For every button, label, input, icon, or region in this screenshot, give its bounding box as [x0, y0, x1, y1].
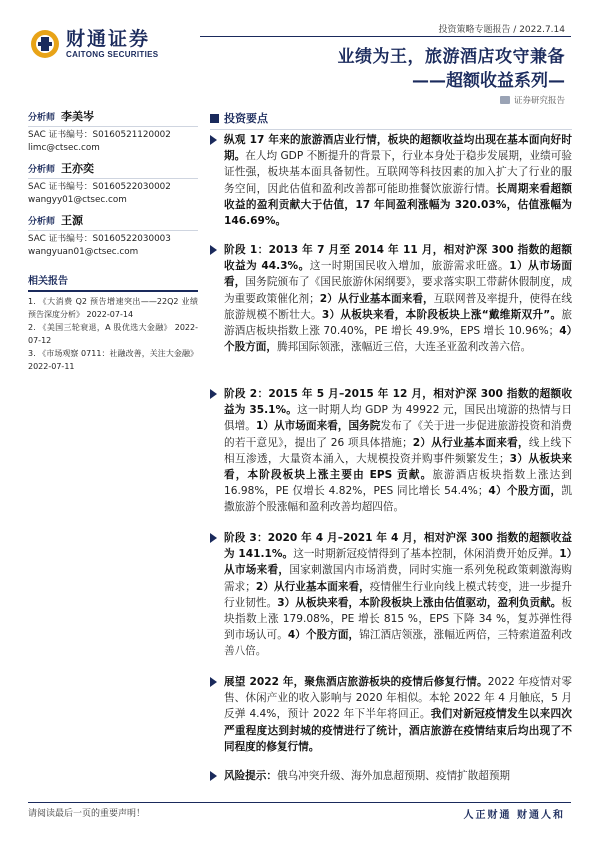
key-point-text: 纵观 17 年来的旅游酒店业行情，板块的超额收益均出现在基本面向好时期。在人均 GDP 不断提升的背景下，行业本身处于稳步发展期，业绩可验证性强，板块基本面具备韧性。互联网等科技因素的加入扩大了行业的服务空间，因此估值和盈利改善都可能助推餐饮旅游行情。长周期来看超额收益的盈利贡献大于估值，17 年间盈利涨幅为 320.03%，估值涨幅为 146.69%。 — [224, 134, 573, 228]
footer-divider — [28, 802, 571, 803]
report-meta: 投资策略专题报告 / 2022.7.14 — [438, 25, 565, 35]
caitong-logo-icon — [30, 29, 60, 59]
header-divider — [200, 36, 571, 37]
key-point-text: 阶段 1：2013 年 7 月至 2014 年 11 月，相对沪深 300 指数的超额收益为 44.3%。这一时期国民收入增加，旅游需求旺盛。1）从市场面看，国务院颁布了《国民旅游休闲纲要》，要求落实职工带薪休假制度，成为重要政策催化剂；2）从行业基本面来看，互联网普及率提升，使得在线旅游规模不断壮大。3）从板块来看，本阶段板块上涨“戴维斯双升”。旅游酒店板块指数上涨 70.40%，PE 增长 49.9%，EPS 增长 10.96%；4）个股方面，腾邦国际领涨，涨幅近三倍，大连圣亚盈利改善六倍。 — [224, 244, 573, 354]
related-report-item[interactable]: 2. 《美国三轮衰退，A 股优选大金融》 2022-07-12 — [28, 323, 198, 345]
analyst-cert: SAC 证书编号：S0160521120002 — [28, 130, 171, 140]
tag-icon — [500, 96, 510, 104]
related-report-item[interactable]: 3. 《市场观察 0711：社融改善，关注大金融》 2022-07-11 — [28, 349, 198, 371]
triangle-bullet-icon — [210, 135, 217, 145]
section-title: 投资要点 — [224, 112, 268, 125]
key-point-text: 阶段 3：2020 年 4 月–2021 年 4 月，相对沪深 300 指数的超额收益为 141.1%。这一时期新冠疫情得到了基本控制，休闲消费开始反弹。1）从市场来看，国家刺激国内市场消费，同时实施一系列免税政策刺激海购需求；2）从行业基本面来看，疫情催生行业向线上模式转变，进一步提升行业韧性。3）从板块来看，本阶段板块上涨由估值驱动，盈利负贡献。板块指数上涨 179.08%，PE 增长 815 %，EPS 下降 34 %，复苏弹性得到市场认可。4）个股方面，锦江酒店领涨，涨幅近两倍，三特索道盈利改善八倍。 — [224, 532, 573, 658]
logo-cn-text: 财通证券 — [66, 28, 151, 50]
key-point-text: 阶段 2：2015 年 5 月–2015 年 12 月，相对沪深 300 指数的超额收益为 35.1%。这一时期人均 GDP 为 49922 元，国民出境游的热情与日俱增。1）从市场面来看，国务院发布了《关于进一步促进旅游投资和消费的若干意见》，提出了 26 项具体措施；2）从行业基本面来看，线上线下相互渗透，大量资本涌入，大规模投资并购事件频繁发生；3）从板块来看，本阶段板块上涨主要由 EPS 贡献。旅游酒店板块指数上涨达到 16.98%，PE 仅增长 4.82%，PES 同比增长 54.4%；4）个股方面，凯撒旅游个股涨幅和盈利改善均超四倍。 — [224, 388, 573, 514]
report-tag-text: 证券研究报告 — [513, 96, 565, 106]
analyst-card — [28, 162, 198, 207]
triangle-bullet-icon — [210, 771, 217, 781]
report-title: 业绩为王，旅游酒店攻守兼备 — [337, 47, 565, 67]
analyst-role: 分析师 — [28, 113, 56, 123]
key-point — [210, 768, 572, 784]
analyst-name: 王源 — [61, 214, 84, 227]
triangle-bullet-icon — [210, 677, 217, 687]
disclaimer-note: 请阅读最后一页的重要声明！ — [28, 809, 146, 819]
section-square-icon — [210, 114, 219, 123]
analyst-card — [28, 214, 198, 259]
related-reports — [28, 272, 198, 374]
analyst-role: 分析师 — [28, 165, 56, 175]
analyst-name: 李美岑 — [61, 110, 95, 123]
key-point — [210, 674, 572, 755]
key-point — [210, 386, 572, 516]
analyst-name: 王亦奕 — [61, 162, 95, 175]
analyst-email[interactable]: wangyuan01@ctsec.com — [28, 247, 139, 257]
logo-en-text: CAITONG SECURITIES — [66, 50, 159, 59]
analyst-cert: SAC 证书编号：S0160522030003 — [28, 234, 171, 244]
company-logo — [30, 26, 190, 62]
related-report-item[interactable]: 1. 《大消费 Q2 预告增速突出——22Q2 业绩预告深度分析》 2022-07-14 — [28, 297, 198, 319]
analyst-email[interactable]: wangyy01@ctsec.com — [28, 195, 127, 205]
triangle-bullet-icon — [210, 389, 217, 399]
key-point — [210, 242, 572, 355]
triangle-bullet-icon — [210, 245, 217, 255]
related-reports-title: 相关报告 — [28, 272, 198, 292]
analyst-email[interactable]: limc@ctsec.com — [28, 143, 100, 153]
section-heading — [210, 110, 572, 130]
footer-slogan: 人正财通 财通人和 — [463, 810, 565, 821]
triangle-bullet-icon — [210, 533, 217, 543]
report-tag — [500, 94, 565, 106]
key-point — [210, 132, 572, 229]
report-subtitle: ——超额收益系列— — [412, 71, 565, 91]
analyst-card — [28, 110, 198, 155]
key-point — [210, 530, 572, 660]
analyst-role: 分析师 — [28, 217, 56, 227]
key-point-text: 展望 2022 年，聚焦酒店旅游板块的疫情后修复行情。2022 年疫情对零售、休闲产业的收入影响与 2020 年相似。本轮 2022 年 4 月触底，5 月反弹 4.4%，预计 2022 年下半年将回正。我们对新冠疫情发生以来四次严重程度达到封城的疫情进行了统计，酒店旅游在疫情结束后均出现了不同程度的修复行情。 — [224, 676, 573, 753]
key-point-text: 风险提示：俄乌冲突升级、海外加息超预期、疫情扩散超预期 — [224, 770, 511, 782]
analyst-cert: SAC 证书编号：S0160522030002 — [28, 182, 171, 192]
